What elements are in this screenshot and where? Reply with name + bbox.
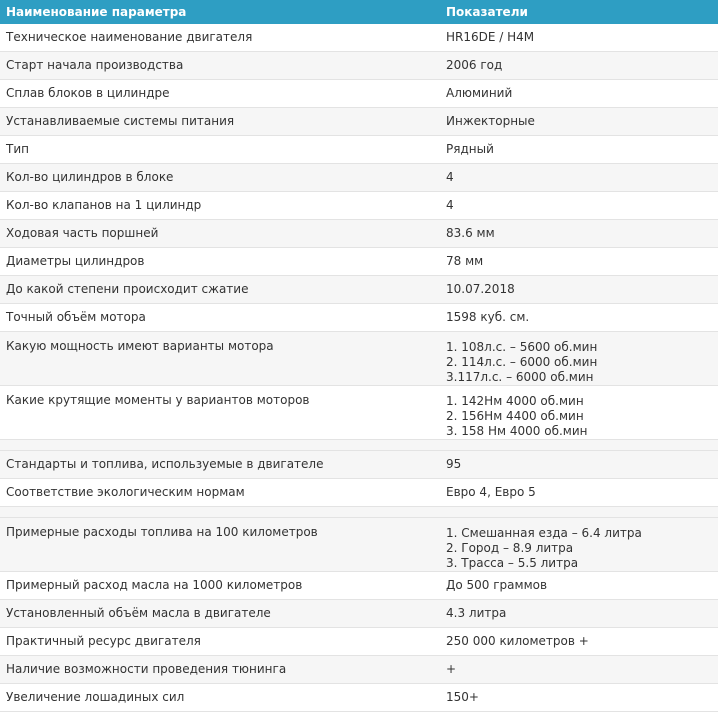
value-line: 2. 156Нм 4400 об.мин — [446, 409, 584, 423]
parameter-cell: Ходовая часть поршней — [0, 220, 441, 248]
value-cell — [441, 164, 718, 192]
table-row — [0, 656, 718, 684]
value-line: 95 — [446, 457, 462, 471]
table-row — [0, 220, 718, 248]
value-line: До 500 граммов — [446, 578, 548, 592]
value-line: 4.3 литра — [446, 606, 507, 620]
table-row — [0, 332, 718, 386]
table-row — [0, 52, 718, 80]
value-line: 3.117л.с. – 6000 об.мин — [446, 370, 594, 384]
value-line: + — [446, 662, 457, 676]
value-cell — [441, 479, 718, 507]
table-row — [0, 164, 718, 192]
value-line: 1598 куб. см. — [446, 310, 530, 324]
parameter-cell: Наличие возможности проведения тюнинга — [0, 656, 441, 684]
parameter-cell: Какие крутящие моменты у вариантов моторов — [0, 386, 441, 440]
table-row — [0, 24, 718, 52]
table-row — [0, 451, 718, 479]
table-row — [0, 479, 718, 507]
parameter-cell: Какую мощность имеют варианты мотора — [0, 332, 441, 386]
value-cell — [441, 192, 718, 220]
parameter-cell: Кол-во цилиндров в блоке — [0, 164, 441, 192]
parameter-cell: Стандарты и топлива, используемые в двигателе — [0, 451, 441, 479]
table-row — [0, 108, 718, 136]
header-parameter: Наименование параметра — [0, 0, 441, 24]
table-row — [0, 628, 718, 656]
table-row — [0, 600, 718, 628]
table-header-row — [0, 0, 718, 24]
table-row — [0, 192, 718, 220]
value-cell — [441, 136, 718, 164]
parameter-cell: До какой степени происходит сжатие — [0, 276, 441, 304]
spacer-row — [0, 507, 718, 518]
value-line: 1. Смешанная езда – 6.4 литра — [446, 526, 642, 540]
parameter-cell: Техническое наименование двигателя — [0, 24, 441, 52]
value-line: 2. 114л.с. – 6000 об.мин — [446, 355, 598, 369]
table-row — [0, 518, 718, 572]
value-cell — [441, 304, 718, 332]
value-line: 78 мм — [446, 254, 484, 268]
value-cell — [441, 572, 718, 600]
value-cell — [441, 451, 718, 479]
value-line: 1. 108л.с. – 5600 об.мин — [446, 340, 598, 354]
value-line: 150+ — [446, 690, 479, 704]
value-line: HR16DE / H4M — [446, 30, 535, 44]
parameter-cell: Увеличение лошадиных сил — [0, 684, 441, 712]
parameter-cell: Диаметры цилиндров — [0, 248, 441, 276]
parameter-cell: Точный объём мотора — [0, 304, 441, 332]
value-cell — [441, 684, 718, 712]
value-cell — [441, 220, 718, 248]
table-row — [0, 80, 718, 108]
value-line: 2. Город – 8.9 литра — [446, 541, 574, 555]
value-cell — [441, 600, 718, 628]
table-row — [0, 386, 718, 440]
spacer-cell — [0, 507, 718, 518]
table-row — [0, 304, 718, 332]
value-line: 83.6 мм — [446, 226, 495, 240]
parameter-cell: Практичный ресурс двигателя — [0, 628, 441, 656]
value-line: 4 — [446, 170, 454, 184]
parameter-cell: Старт начала производства — [0, 52, 441, 80]
parameter-cell: Установленный объём масла в двигателе — [0, 600, 441, 628]
value-cell — [441, 80, 718, 108]
value-line: 3. 158 Нм 4000 об.мин — [446, 424, 588, 438]
spacer-cell — [0, 440, 718, 451]
value-cell — [441, 628, 718, 656]
value-line: 2006 год — [446, 58, 503, 72]
value-line: Алюминий — [446, 86, 513, 100]
value-cell — [441, 52, 718, 80]
value-line: 4 — [446, 198, 454, 212]
value-cell — [441, 248, 718, 276]
value-line: Инжекторные — [446, 114, 535, 128]
value-cell — [441, 108, 718, 136]
table-row — [0, 136, 718, 164]
spacer-row — [0, 440, 718, 451]
parameter-cell: Соответствие экологическим нормам — [0, 479, 441, 507]
parameter-cell: Сплав блоков в цилиндре — [0, 80, 441, 108]
table-row — [0, 572, 718, 600]
parameter-cell: Устанавливаемые системы питания — [0, 108, 441, 136]
table-row — [0, 684, 718, 712]
parameter-cell: Кол-во клапанов на 1 цилиндр — [0, 192, 441, 220]
value-line: Евро 4, Евро 5 — [446, 485, 536, 499]
table-row — [0, 248, 718, 276]
value-cell — [441, 24, 718, 52]
parameter-cell: Примерные расходы топлива на 100 километров — [0, 518, 441, 572]
parameter-cell: Тип — [0, 136, 441, 164]
value-cell — [441, 656, 718, 684]
value-cell — [441, 386, 718, 440]
parameter-cell: Примерный расход масла на 1000 километров — [0, 572, 441, 600]
value-line: Рядный — [446, 142, 494, 156]
value-line: 250 000 километров + — [446, 634, 589, 648]
value-cell — [441, 332, 718, 386]
value-line: 3. Трасса – 5.5 литра — [446, 556, 579, 570]
table-row — [0, 276, 718, 304]
value-cell — [441, 518, 718, 572]
header-value: Показатели — [441, 0, 718, 24]
value-line: 10.07.2018 — [446, 282, 515, 296]
value-cell — [441, 276, 718, 304]
value-line: 1. 142Нм 4000 об.мин — [446, 394, 584, 408]
